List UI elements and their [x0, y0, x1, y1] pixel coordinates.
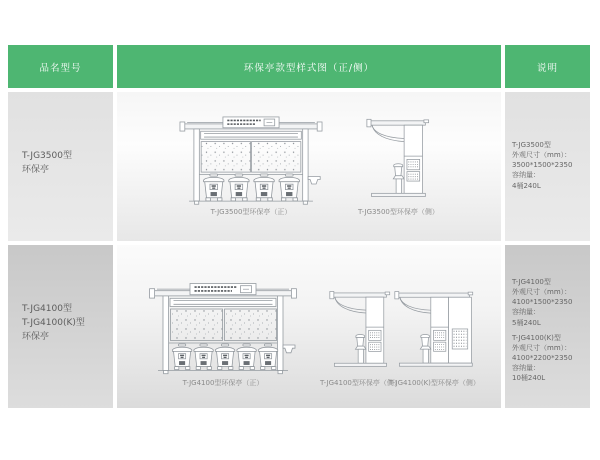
kiosk-side-drawing [365, 110, 431, 205]
note-line: 外观尺寸（mm）： [512, 151, 572, 160]
note-line: 外观尺寸（mm）： [512, 288, 572, 297]
header-diagram: 环保亭款型样式图（正/侧） [117, 45, 501, 88]
diagram-cell-jg3500 [117, 92, 501, 241]
model-line: T-JG3500型 [22, 151, 72, 161]
note-line: 5桶240L [512, 318, 541, 327]
model-line: T-JG4100(K)型 [22, 317, 85, 328]
kiosk-side-wide-drawing [393, 281, 475, 376]
note-line: T-JG4100型 [512, 278, 551, 286]
note-line: T-JG3500型 [512, 141, 551, 149]
note-block [512, 333, 586, 384]
figure-jg4100-front [148, 281, 298, 388]
notes-cell-jg3500 [505, 92, 590, 241]
note-line: 4100*2200*2350 [512, 353, 573, 362]
diagram-cell-jg4100 [117, 245, 501, 408]
figure-caption: T-JG3500型环保亭（正） [210, 208, 292, 216]
note-block [512, 277, 586, 328]
kiosk-front-drawing [178, 115, 324, 205]
note-line: 10桶240L [512, 374, 546, 383]
kiosk-side-drawing [328, 281, 392, 376]
note-line: T-JG4100(K)型 [512, 333, 561, 342]
figure-caption: T-JG4100型环保亭（侧） [320, 379, 401, 387]
product-cell-jg3500 [8, 92, 113, 241]
model-line: T-JG4100型 [22, 304, 72, 314]
note-line: 4100*1500*2350 [512, 298, 573, 307]
figure-caption: T-JG4100(K)型环保亭（侧） [389, 379, 480, 387]
figure-jg4100k-side [389, 281, 480, 388]
figure-jg3500-front [178, 115, 324, 217]
product-cell-jg4100 [8, 245, 113, 408]
figure-caption: T-JG4100型环保亭（正） [182, 379, 264, 387]
note-line: 3500*1500*2350 [512, 161, 573, 170]
figure-caption: T-JG3500型环保亭（侧） [358, 208, 439, 216]
note-line: 容纳量： [512, 364, 540, 373]
note-block [512, 140, 586, 191]
note-line: 外观尺寸（mm）： [512, 343, 572, 352]
note-line: 容纳量： [512, 308, 540, 317]
model-line: 环保亭 [22, 331, 50, 342]
model-line: 环保亭 [22, 164, 50, 175]
header-product-model: 品名型号 [8, 45, 113, 88]
figure-jg3500-side [358, 110, 439, 217]
note-line: 4桶240L [512, 181, 541, 190]
header-notes: 说明 [505, 45, 590, 88]
note-line: 容纳量： [512, 171, 540, 180]
spec-table [8, 45, 590, 408]
notes-cell-jg4100 [505, 245, 590, 408]
kiosk-front-drawing [148, 281, 298, 376]
